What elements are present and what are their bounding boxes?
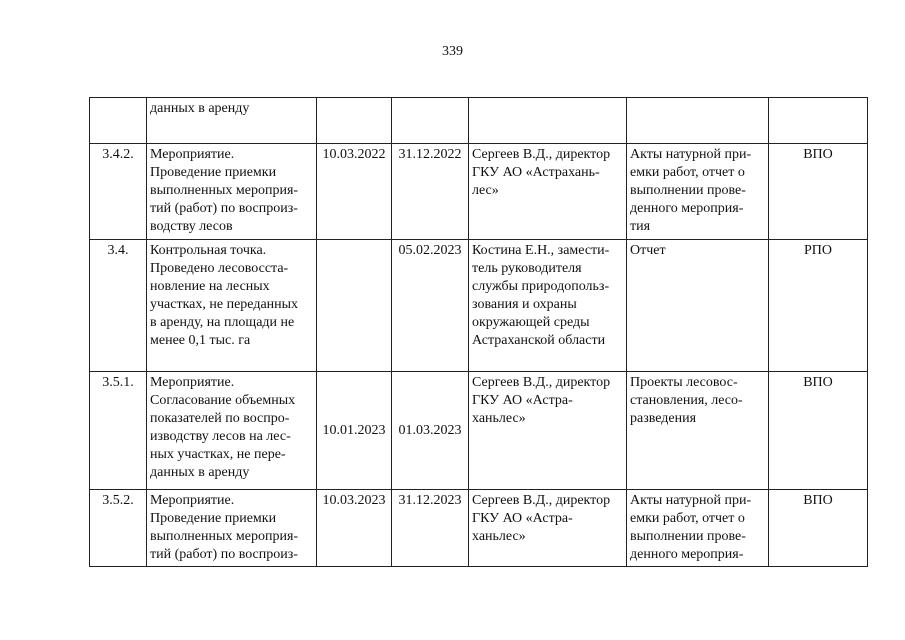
category-code-cell: ВПО [769, 144, 868, 240]
activity-description-cell [147, 144, 317, 240]
result-document-cell-line: денного мероприя- [630, 201, 744, 216]
activity-description-cell-line: ных участках, не пере- [150, 447, 286, 462]
category-code-cell: РПО [769, 240, 868, 372]
end-date-cell: 01.03.2023 [392, 372, 469, 490]
item-number-cell [90, 98, 147, 144]
responsible-person-cell-line: ГКУ АО «Астра- [472, 511, 573, 526]
result-document-cell-line: денного мероприя- [630, 547, 744, 562]
table-row [90, 240, 868, 372]
category-code-cell [769, 98, 868, 144]
activity-description-cell [147, 98, 317, 144]
end-date-cell: 31.12.2023 [392, 490, 469, 567]
responsible-person-cell-line: окружающей среды [472, 315, 590, 330]
end-date-cell: 31.12.2022 [392, 144, 469, 240]
item-number-cell: 3.4. [90, 240, 147, 372]
end-date-cell [392, 98, 469, 144]
end-date-cell: 05.02.2023 [392, 240, 469, 372]
activity-description-cell-line: данных в аренду [150, 101, 250, 116]
activity-description-cell-line: менее 0,1 тыс. га [150, 333, 251, 348]
responsible-person-cell [469, 240, 627, 372]
result-document-cell [627, 144, 769, 240]
activity-description-cell [147, 240, 317, 372]
activity-description-cell-line: данных в аренду [150, 465, 250, 480]
responsible-person-cell [469, 490, 627, 567]
start-date-cell: 10.03.2022 [317, 144, 392, 240]
activity-description-cell-line: изводству лесов на лес- [150, 429, 291, 444]
item-number-cell: 3.5.1. [90, 372, 147, 490]
result-document-cell-line: выполнении прове- [630, 183, 746, 198]
responsible-person-cell-line: Костина Е.Н., замести- [472, 243, 610, 258]
responsible-person-cell [469, 144, 627, 240]
result-document-cell-line: выполнении прове- [630, 529, 746, 544]
responsible-person-cell-line: ханьлес» [472, 411, 526, 426]
table-row [90, 144, 868, 240]
activity-description-cell-line: водству лесов [150, 219, 233, 234]
result-document-cell-line: емки работ, отчет о [630, 165, 745, 180]
activity-description-cell-line: Проведение приемки [150, 511, 277, 526]
table-row [90, 490, 868, 567]
responsible-person-cell [469, 372, 627, 490]
responsible-person-cell-line: лес» [472, 183, 499, 198]
category-code-cell: ВПО [769, 372, 868, 490]
activity-description-cell-line: Мероприятие. [150, 493, 235, 508]
start-date-cell: 10.03.2023 [317, 490, 392, 567]
result-document-cell-line: разведения [630, 411, 697, 426]
result-document-cell [627, 98, 769, 144]
table-row [90, 98, 868, 144]
responsible-person-cell-line: ханьлес» [472, 529, 526, 544]
result-document-cell-line: Проекты лесовос- [630, 375, 738, 390]
result-document-cell [627, 372, 769, 490]
responsible-person-cell-line: ГКУ АО «Астрахань- [472, 165, 600, 180]
result-document-cell-line: тия [630, 219, 651, 234]
result-document-cell-line: емки работ, отчет о [630, 511, 745, 526]
start-date-cell [317, 98, 392, 144]
activity-description-cell-line: Согласование объемных [150, 393, 296, 408]
activity-description-cell-line: новление на лесных [150, 279, 270, 294]
activity-description-cell [147, 490, 317, 567]
activity-description-cell-line: тий (работ) по воспроиз- [150, 547, 298, 562]
activity-description-cell-line: тий (работ) по воспроиз- [150, 201, 298, 216]
responsible-person-cell-line: Сергеев В.Д., директор [472, 375, 611, 390]
responsible-person-cell-line: Астраханской области [472, 333, 606, 348]
responsible-person-cell-line: Сергеев В.Д., директор [472, 493, 611, 508]
result-document-cell-line: Акты натурной при- [630, 493, 752, 508]
activity-description-cell-line: Проведено лесовосста- [150, 261, 289, 276]
activity-description-cell-line: Мероприятие. [150, 147, 235, 162]
activity-description-cell [147, 372, 317, 490]
table-row [90, 372, 868, 490]
result-document-cell-line: Акты натурной при- [630, 147, 752, 162]
item-number-cell: 3.4.2. [90, 144, 147, 240]
category-code-cell: ВПО [769, 490, 868, 567]
activity-description-cell-line: Проведение приемки [150, 165, 277, 180]
activities-table [89, 97, 868, 567]
responsible-person-cell-line: тель руководителя [472, 261, 582, 276]
activity-description-cell-line: показателей по воспро- [150, 411, 290, 426]
responsible-person-cell-line: службы природопольз- [472, 279, 610, 294]
activity-description-cell-line: Контрольная точка. [150, 243, 267, 258]
responsible-person-cell-line: ГКУ АО «Астра- [472, 393, 573, 408]
activity-description-cell-line: выполненных мероприя- [150, 183, 299, 198]
activity-description-cell-line: выполненных мероприя- [150, 529, 299, 544]
responsible-person-cell-line: зования и охраны [472, 297, 577, 312]
result-document-cell-line: становления, лесо- [630, 393, 743, 408]
activity-description-cell-line: участках, не переданных [150, 297, 299, 312]
start-date-cell: 10.01.2023 [317, 372, 392, 490]
responsible-person-cell-line: Сергеев В.Д., директор [472, 147, 611, 162]
page-number: 339 [442, 44, 463, 59]
result-document-cell-line: Отчет [630, 243, 666, 258]
result-document-cell [627, 490, 769, 567]
start-date-cell [317, 240, 392, 372]
activity-description-cell-line: Мероприятие. [150, 375, 235, 390]
activity-description-cell-line: в аренду, на площади не [150, 315, 295, 330]
result-document-cell [627, 240, 769, 372]
responsible-person-cell [469, 98, 627, 144]
item-number-cell: 3.5.2. [90, 490, 147, 567]
